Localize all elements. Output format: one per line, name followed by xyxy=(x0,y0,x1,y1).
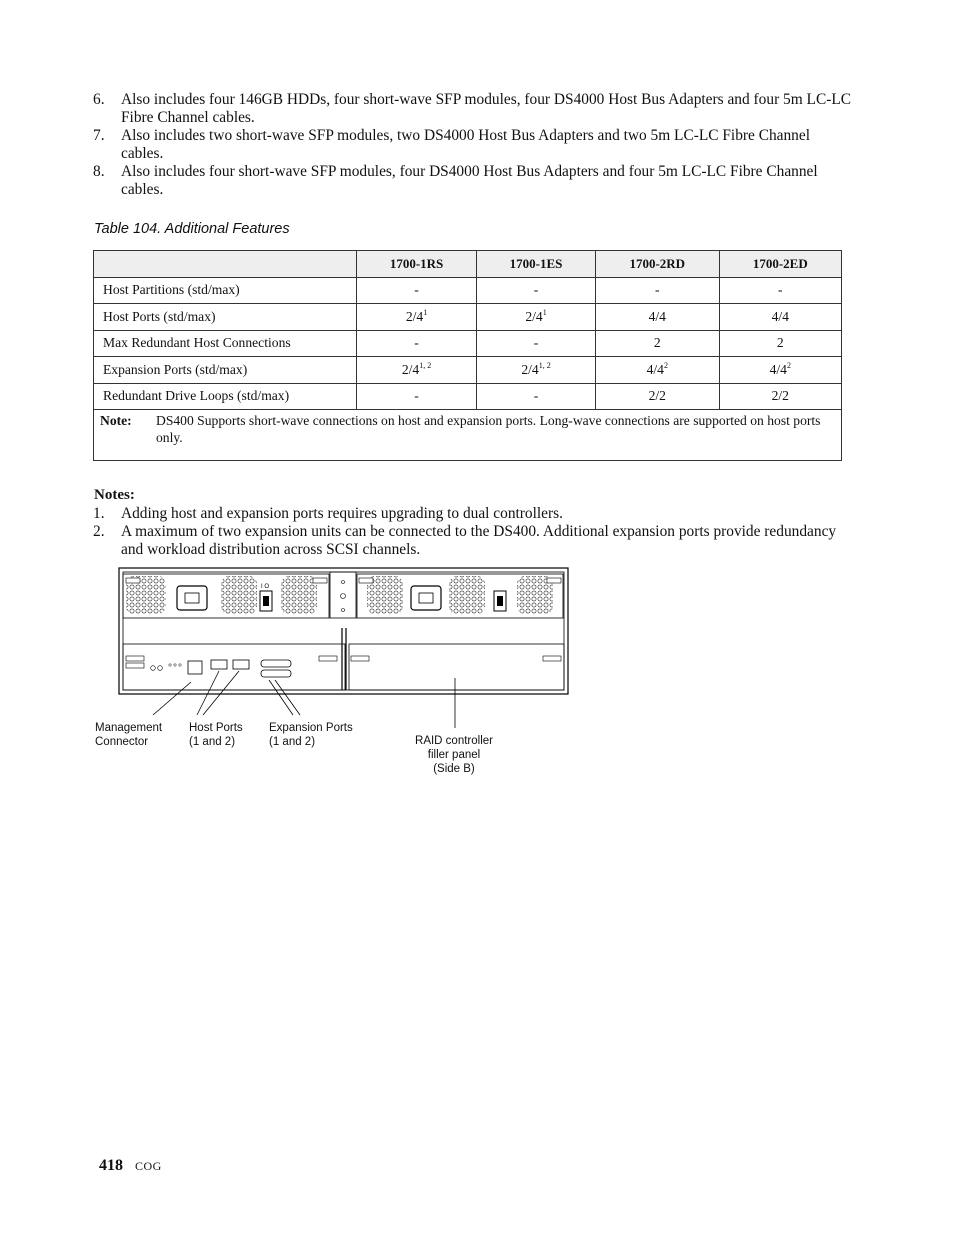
expansion-ports-label-line1: Expansion Ports xyxy=(269,722,353,734)
row-label: Max Redundant Host Connections xyxy=(94,330,357,357)
note-text: DS400 Supports short-wave connections on host and expansion ports. Long-wave connections are supported on host ports only. xyxy=(156,413,821,445)
table-row xyxy=(94,304,842,331)
table-cell: 2/2 xyxy=(719,383,841,410)
list-text: Also includes four short-wave SFP modules, four DS4000 Host Bus Adapters and four 5m LC-LC Fibre Channel cables. xyxy=(121,163,818,198)
raid-label-line3: (Side B) xyxy=(433,763,475,775)
raid-label-line2: filler panel xyxy=(427,749,481,761)
list-text: Also includes four 146GB HDDs, four short-wave SFP modules, four DS4000 Host Bus Adapters and four 5m LC-LC Fibre Channel cables. xyxy=(121,91,852,126)
table-cell: 2/2 xyxy=(595,383,719,410)
list-text: Adding host and expansion ports requires upgrading to dual controllers. xyxy=(121,505,563,522)
power-supply-right xyxy=(357,574,563,618)
table-cell: - xyxy=(357,277,477,304)
list-number: 2. xyxy=(93,523,105,540)
table-note-row xyxy=(94,410,842,461)
row-label: Host Partitions (std/max) xyxy=(94,277,357,304)
list-item xyxy=(93,505,853,523)
management-connector-icon xyxy=(188,661,202,674)
table-cell: $2/4^1$ xyxy=(357,304,477,331)
table-caption: Table 104. Additional Features xyxy=(94,221,290,237)
table-cell: 2/4$^{1, 2}$ xyxy=(477,357,596,384)
switch-mark: I O xyxy=(261,584,270,590)
list-item xyxy=(93,91,853,127)
row-label: Host Ports (std/max) xyxy=(94,304,357,331)
additional-features-table xyxy=(93,250,842,461)
page-number: 418 xyxy=(99,1157,123,1174)
list-number: 8. xyxy=(93,163,105,180)
table-header-cell: 1700-1RS xyxy=(357,251,477,278)
list-item xyxy=(93,523,853,559)
table-header-cell: 1700-2ED xyxy=(719,251,841,278)
document-title: COG xyxy=(135,1159,162,1173)
host-port-icon xyxy=(211,660,227,669)
table-cell: - xyxy=(477,330,596,357)
table-cell: 2/4$^{1, 2}$ xyxy=(357,357,477,384)
notes-list xyxy=(93,505,853,559)
expansion-port-icon xyxy=(261,660,291,667)
row-label: Redundant Drive Loops (std/max) xyxy=(94,383,357,410)
ds400-rear-view-diagram xyxy=(93,566,573,778)
list-number: 1. xyxy=(93,505,105,522)
table-cell: $4/4^2$ xyxy=(595,357,719,384)
table-row xyxy=(94,357,842,384)
raid-label-line1: RAID controller xyxy=(415,735,493,747)
table-cell: 4/4 xyxy=(719,304,841,331)
power-supply-left xyxy=(123,574,329,618)
row-label: Expansion Ports (std/max) xyxy=(94,357,357,384)
table-row xyxy=(94,383,842,410)
table-cell: $2/4^1$ xyxy=(477,304,596,331)
note-label: Note: xyxy=(100,413,132,428)
table-cell: - xyxy=(477,383,596,410)
management-label-line1: Management xyxy=(95,722,163,734)
management-label-line2: Connector xyxy=(95,736,149,748)
expansion-ports-label-line2: (1 and 2) xyxy=(269,736,316,748)
list-text: A maximum of two expansion units can be connected to the DS400. Additional expansion ports provide redundancy and workload distribution across SCSI channels. xyxy=(121,523,837,558)
notes-heading: Notes: xyxy=(94,487,135,503)
table-header-cell: 1700-1ES xyxy=(477,251,596,278)
expansion-port-icon xyxy=(261,670,291,677)
list-item xyxy=(93,127,853,163)
table-header-cell: 1700-2RD xyxy=(595,251,719,278)
table-cell: - xyxy=(477,277,596,304)
host-ports-label-line2: (1 and 2) xyxy=(189,736,236,748)
table-cell: - xyxy=(357,330,477,357)
continued-footnote-list xyxy=(93,91,853,199)
table-cell: - xyxy=(595,277,719,304)
table-cell: - xyxy=(719,277,841,304)
table-row xyxy=(94,277,842,304)
list-number: 7. xyxy=(93,127,105,144)
table-cell: 2 xyxy=(719,330,841,357)
table-note xyxy=(94,410,842,461)
table-cell: 2 xyxy=(595,330,719,357)
table-row xyxy=(94,330,842,357)
table-cell: $4/4^2$ xyxy=(719,357,841,384)
host-port-icon xyxy=(233,660,249,669)
list-text: Also includes two short-wave SFP modules, two DS4000 Host Bus Adapters and two 5m LC-LC Fibre Channel cables. xyxy=(121,127,810,162)
list-number: 6. xyxy=(93,91,105,108)
page-footer xyxy=(99,1157,162,1175)
table-header-row xyxy=(94,251,842,278)
list-item xyxy=(93,163,853,199)
table-cell: 4/4 xyxy=(595,304,719,331)
power-inlet-icon xyxy=(177,586,207,610)
table-cell: - xyxy=(357,383,477,410)
host-ports-label-line1: Host Ports xyxy=(189,722,243,734)
table-header-cell xyxy=(94,251,357,278)
power-inlet-icon xyxy=(411,586,441,610)
